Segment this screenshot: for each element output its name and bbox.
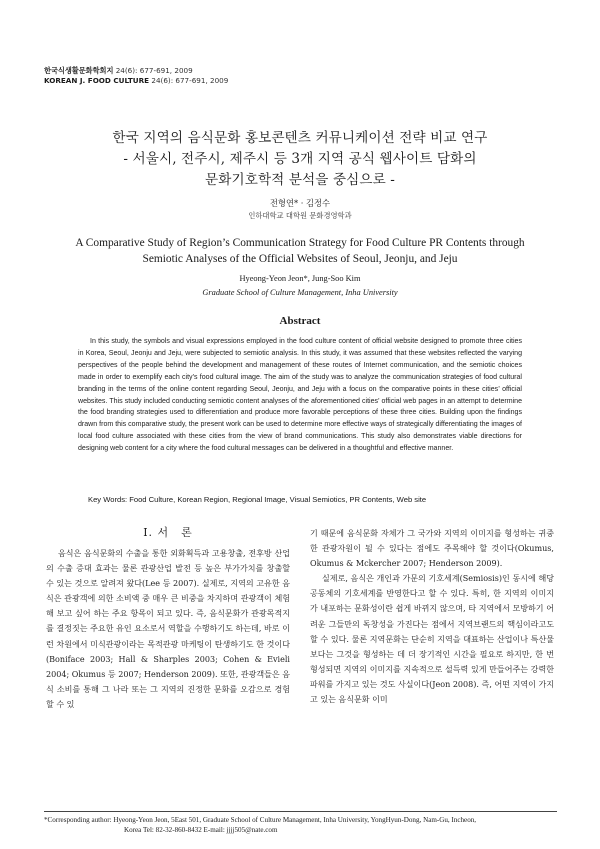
left-column-paragraph: 음식은 음식문화의 수출을 통한 외화획득과 고용창출, 전후방 산업의 수출 증대 효과는 물론 관광산업 발전 등 높은 부가가치를 창출할 수 있는 것으로 알려져 왔다(Lee 등 2007). 실제로, 지역의 고유한 음식은 관광객에 의한 소비액 중 매우 큰 비중을 차지하며 관광객이 체험해 보고 싶어 하는 주요 항목이 되고 있다. 즉, 음식문화가 관광목적지를 결정짓는 주요한 유인 요소로서 역할을 수행하기도 하는데, 바로 이런 차원에서 미식관광이라는 목적관광 마케팅이 탄생하기도 한 것이다(Boniface 2003; Hall & Sharples 2003; Cohen & Evieli 2004; Okumus 등 2007; Henderson 2009). 또한, 관광객들은 음식 소비를 통해 그 나라 또는 그 지역의 진정한 문화를 오감으로 경험할 수 있	[46, 549, 291, 709]
right-column-paragraph-1: 기 때문에 음식문화 자체가 그 국가와 지역의 이미지를 형성하는 귀중한 관광자원이 될 수 있다는 점에도 주목해야 할 것이다(Okumus, Okumus & Mckercher 2007; Henderson 2009).	[310, 529, 554, 569]
korean-authors: 전형연* · 김정수	[269, 198, 331, 208]
right-column	[310, 526, 554, 707]
corresponding-author-footnote	[44, 815, 557, 835]
journal-korean-volume: 24(6): 677-691, 2009	[115, 66, 193, 75]
keywords: Key Words: Food Culture, Korean Region, Regional Image, Visual Semiotics, PR Contents, Web site	[88, 495, 427, 504]
korean-title	[0, 128, 600, 191]
left-column	[46, 546, 290, 712]
journal-header	[44, 66, 228, 86]
english-title	[0, 236, 600, 267]
english-title-line2: Semiotic Analyses of the Official Websites of Seoul, Jeonju, and Jeju	[142, 252, 458, 265]
footnote-line1: *Corresponding author: Hyeong-Yeon Jeon, 5East 501, Graduate School of Culture Management, Inha University, YongHyun-Dong, Nam-Gu, Incheon,	[44, 816, 477, 824]
footnote-line2: Korea Tel: 82-32-860-8432 E-mail: jjjj505@nate.com	[124, 826, 278, 834]
journal-line-english	[44, 76, 228, 86]
journal-line-korean	[44, 66, 228, 76]
section-heading-introduction: I. 서 론	[143, 526, 193, 539]
korean-title-line2: - 서울시, 전주시, 제주시 등 3개 지역 공식 웹사이트 담화의	[123, 151, 477, 167]
abstract-text: In this study, the symbols and visual expressions employed in the food culture content of official website designed to promote three cities in Korea, Seoul, Jeonju and Jeju, were subjected to semiotic analysis. In this study, it was assumed that these websites reflected the varying perspectives of the people behind the development and management of these routes of Internet communication, and the semiotic choices made in order to exemplify each city’s food cultural image. The aim of the study was to analyze the communication strategies of food cultural branding in the terms of the online content regarding Seoul, Jeonju, and Jeju with a focus on the comparative points in these cities’ official websites. This study included conducting semiotic content analyses of the aforementioned cities’ official web pages in an attempt to determine the food branding strategies used to differentiation and produce more favorable perceptions of these three cities. Building upon the findings drawn from this comparative study, the present work can be used to determine more effective ways of strategically differentiating the images of local food culture associated with these cities from the view of brand communications. This study also demonstrates viable directions for designing web content for a city where the food cultural messages can be delivered in a thoughtful and effective manner.	[78, 338, 522, 453]
right-column-paragraph-2: 실제로, 음식은 개인과 가문의 기호세계(Semiosis)인 동시에 해당 공동체의 기호세계를 반영한다고 할 수 있다. 특히, 한 지역의 이미지가 내포하는 문화성이란 쉽게 바뀌지 않으며, 타 지역에서 모방하기 어려운 그들만의 독창성을 가진다는 점에서 지역브랜드의 핵심이라고도 할 수 있다. 물론 지역문화는 단순히 지역을 대표하는 산업이나 특산물 보다는 그것을 형성하는 데 더 장기적인 시간을 필요로 하지만, 한 번 형성되면 지역의 이미지를 지속적으로 설득력 있게 만들어주는 강력한 파워를 가지고 있는 것도 사실이다(Jeon 2008). 즉, 어떤 지역이 가지고 있는 음식문화 이미	[310, 574, 554, 705]
journal-korean-name: 한국식생활문화학회지	[44, 66, 114, 75]
english-affiliation: Graduate School of Culture Management, Inha University	[202, 288, 398, 297]
english-authors: Hyeong-Yeon Jeon*, Jung-Soo Kim	[239, 274, 361, 283]
korean-title-line3: 문화기호학적 분석을 중심으로 -	[205, 172, 395, 188]
journal-english-volume: 24(6): 677-691, 2009	[151, 76, 229, 85]
abstract-heading: Abstract	[279, 315, 321, 327]
korean-title-line1: 한국 지역의 음식문화 홍보콘텐츠 커뮤니케이션 전략 비교 연구	[112, 130, 488, 146]
english-title-line1: A Comparative Study of Region’s Communication Strategy for Food Culture PR Contents through	[75, 237, 525, 249]
journal-english-name: KOREAN J. FOOD CULTURE	[44, 76, 150, 85]
korean-affiliation: 인하대학교 대학원 문화경영학과	[248, 211, 352, 220]
footnote-divider	[44, 811, 557, 812]
